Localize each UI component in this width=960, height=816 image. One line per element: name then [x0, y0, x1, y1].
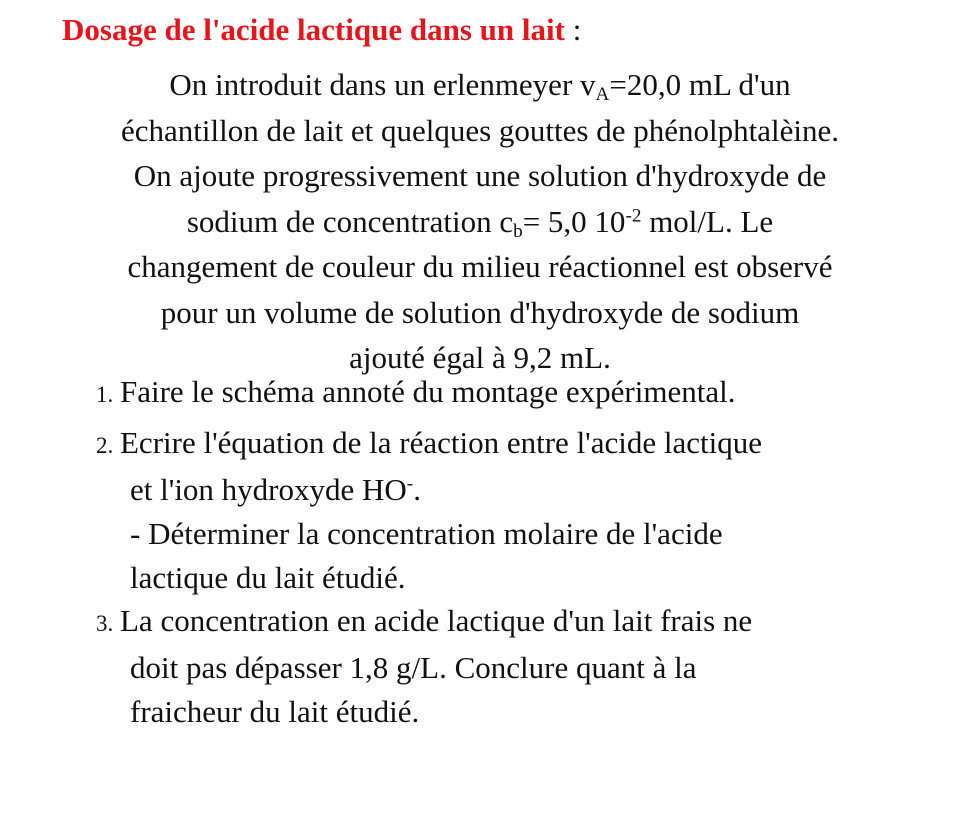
- question-text: Faire le schéma annoté du montage expérimental.: [120, 374, 736, 409]
- question-text-part: .: [413, 472, 421, 507]
- intro-line-2: échantillon de lait et quelques gouttes de phénolphtalèine.: [121, 112, 839, 148]
- intro-paragraph: [40, 62, 920, 381]
- question-2: [96, 421, 762, 600]
- question-3: [96, 599, 752, 734]
- question-text: - Déterminer la concentration molaire de l'acide: [130, 516, 723, 551]
- question-text: lactique du lait étudié.: [130, 560, 406, 595]
- question-text: [96, 468, 762, 512]
- exercise-title-text: Dosage de l'acide lactique dans un lait: [62, 12, 565, 47]
- intro-line-5: changement de couleur du milieu réactionnel est observé: [127, 249, 833, 284]
- charge-superscript: -: [406, 473, 414, 495]
- intro-text: sodium de concentration c: [186, 203, 514, 239]
- question-1: [96, 370, 735, 417]
- question-text: La concentration en acide lactique d'un lait frais ne: [120, 603, 753, 638]
- question-number: 3.: [96, 611, 114, 636]
- subscript-a: A: [595, 83, 610, 105]
- intro-line-3: On ajoute progressivement une solution d'hydroxyde de: [133, 158, 827, 193]
- exercise-title: [62, 10, 581, 50]
- intro-text: mol/L. Le: [641, 203, 774, 239]
- intro-line-6: pour un volume de solution d'hydroxyde de sodium: [160, 294, 800, 330]
- question-text: Ecrire l'équation de la réaction entre l'acide lactique: [120, 425, 763, 460]
- question-number: 1.: [96, 382, 114, 407]
- question-text-part: et l'ion hydroxyde HO: [130, 472, 407, 507]
- question-number: 2.: [96, 433, 114, 458]
- intro-line-1: [40, 62, 920, 108]
- intro-line-4: [40, 199, 920, 245]
- intro-text: = 5,0 10: [522, 203, 626, 239]
- intro-text: =20,0 mL d'un: [609, 67, 791, 102]
- exercise-title-colon: :: [564, 12, 582, 47]
- question-text: doit pas dépasser 1,8 g/L. Conclure quant à la: [130, 650, 697, 685]
- exponent: -2: [625, 204, 642, 226]
- question-text: fraicheur du lait étudié.: [130, 694, 420, 729]
- intro-line-7: ajouté égal à 9,2 mL.: [349, 340, 611, 375]
- subscript-b: b: [513, 220, 523, 242]
- intro-text: On introduit dans un erlenmeyer v: [169, 67, 596, 102]
